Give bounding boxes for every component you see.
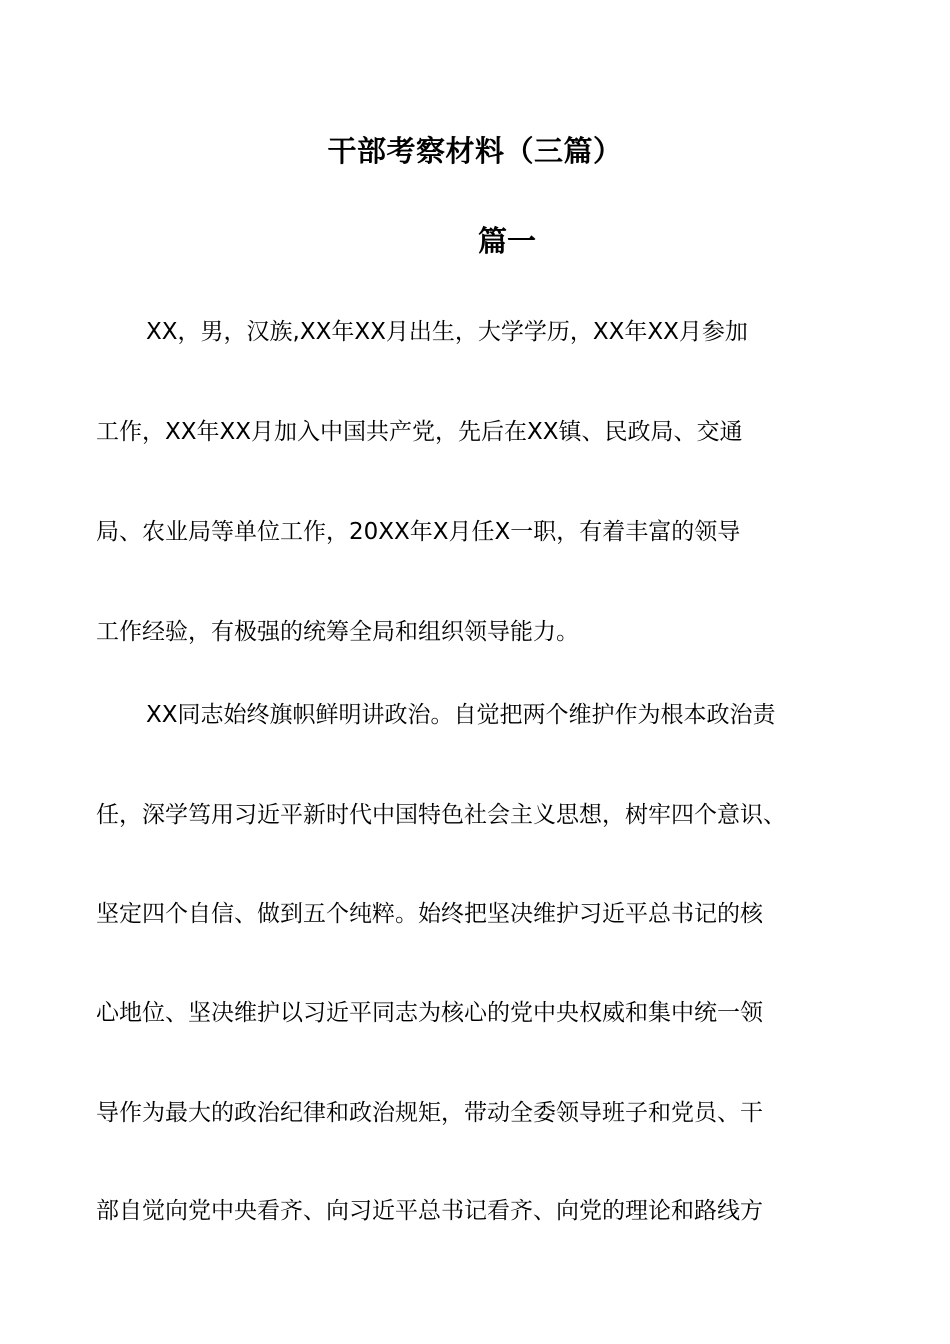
section-heading: 篇一 <box>477 224 536 258</box>
paragraph-line: 部自觉向党中央看齐、向习近平总书记看齐、向党的理论和路线方 <box>96 1198 763 1224</box>
paragraph-line: 工作，XX年XX月加入中国共产党，先后在XX镇、民政局、交通 <box>96 419 743 445</box>
paragraph-line: 心地位、坚决维护以习近平同志为核心的党中央权威和集中统一领 <box>96 1000 763 1026</box>
document-title: 干部考察材料（三篇） <box>327 134 623 168</box>
paragraph-line: 导作为最大的政治纪律和政治规矩，带动全委领导班子和党员、干 <box>96 1100 763 1126</box>
paragraph-line: 任，深学笃用习近平新时代中国特色社会主义思想，树牢四个意识、 <box>96 802 786 828</box>
paragraph-line: 工作经验，有极强的统筹全局和组织领导能力。 <box>96 619 579 645</box>
paragraph-line: XX，男，汉族,XX年XX月出生，大学学历，XX年XX月参加 <box>146 319 748 345</box>
paragraph-line: XX同志始终旗帜鲜明讲政治。自觉把两个维护作为根本政治责 <box>146 702 776 728</box>
paragraph-line: 坚定四个自信、做到五个纯粹。始终把坚决维护习近平总书记的核 <box>96 901 763 927</box>
paragraph-line: 局、农业局等单位工作，20XX年X月任X一职，有着丰富的领导 <box>96 519 741 545</box>
